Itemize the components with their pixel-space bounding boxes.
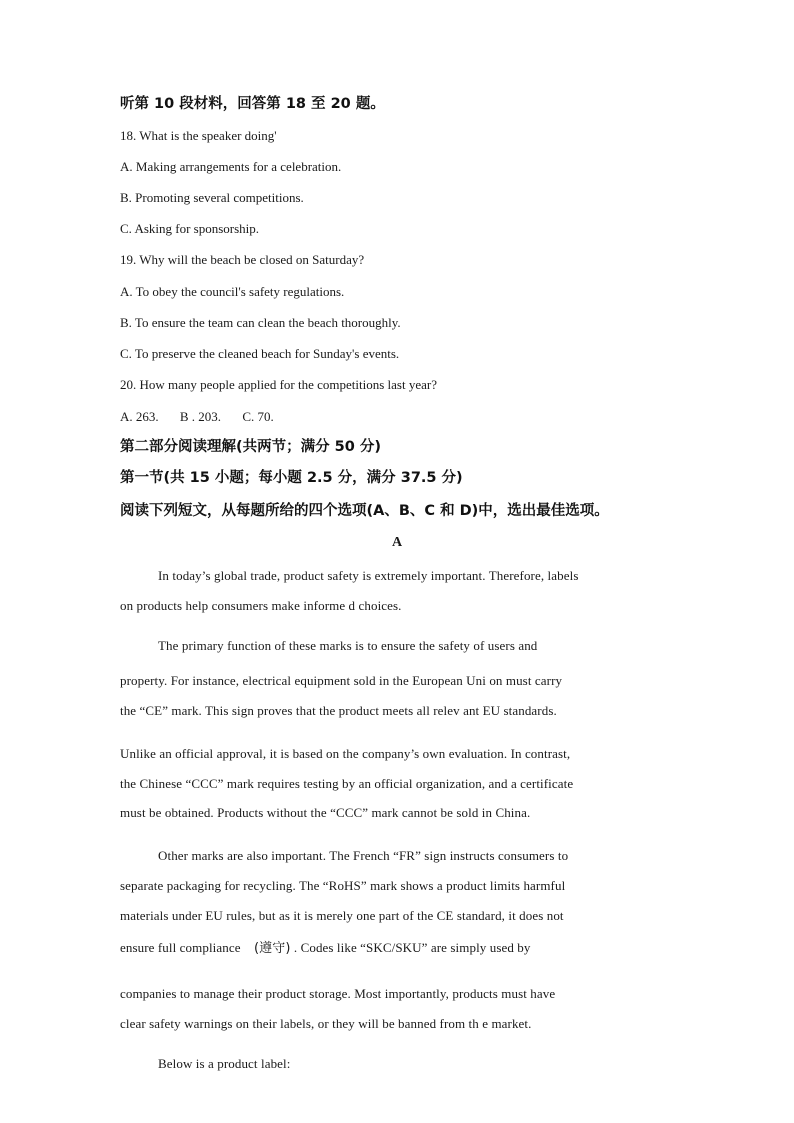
passage-line: Below is a product label: [158, 1056, 291, 1071]
question-20-option-a: A. 263. [120, 409, 159, 424]
question-18-option-c: C. Asking for sponsorship. [120, 221, 260, 236]
chinese-gloss: (遵守) [253, 941, 291, 956]
question-18-option-b: B. Promoting several competitions. [120, 190, 304, 205]
passage-line: companies to manage their product storage. Most importantly, products must have [120, 986, 556, 1001]
question-18-stem: 18. What is the speaker doing' [120, 128, 277, 143]
listening-instruction: 听第 10 段材料，回答第 18 至 20 题。 [120, 96, 385, 112]
passage-line: on products help consumers make informe d choices. [120, 598, 402, 613]
question-20-option-b: B . 203. [179, 409, 222, 424]
passage-line: In today’s global trade, product safety is extremely important. Therefore, labels [158, 568, 579, 583]
passage-line: clear safety warnings on their labels, or they will be banned from th e market. [120, 1016, 532, 1031]
question-19-stem: 19. Why will the beach be closed on Saturday? [120, 252, 365, 267]
passage-line: must be obtained. Products without the “CCC” mark cannot be sold in China. [120, 805, 531, 820]
question-19-option-a: A. To obey the council's safety regulations. [120, 284, 345, 299]
question-20-options [120, 409, 292, 425]
question-18-option-a: A. Making arrangements for a celebration. [120, 159, 342, 174]
passage-line: the “CE” mark. This sign proves that the product meets all relev ant EU standards. [120, 703, 557, 718]
reading-instruction: 阅读下列短文，从每题所给的四个选项(A、B、C 和 D)中，选出最佳选项。 [120, 503, 609, 519]
passage-text: . Codes like “SKC/SKU” are simply used by [293, 940, 531, 955]
passage-line: The primary function of these marks is to ensure the safety of users and [158, 638, 538, 653]
passage-line: materials under EU rules, but as it is merely one part of the CE standard, it does not [120, 908, 564, 923]
reading-section-title: 第一节(共 15 小题；每小题 2.5 分，满分 37.5 分) [120, 470, 463, 486]
passage-line: separate packaging for recycling. The “RoHS” mark shows a product limits harmful [120, 878, 566, 893]
question-20-option-c: C. 70. [242, 409, 274, 424]
passage-text: ensure full compliance [120, 940, 241, 955]
passage-line: Unlike an official approval, it is based on the company’s own evaluation. In contrast, [120, 746, 571, 761]
passage-line: the Chinese “CCC” mark requires testing by an official organization, and a certificate [120, 776, 574, 791]
question-19-option-b: B. To ensure the team can clean the beach thoroughly. [120, 315, 401, 330]
reading-part-title: 第二部分阅读理解(共两节；满分 50 分) [120, 439, 382, 455]
passage-line-with-gloss [120, 940, 531, 957]
passage-line: property. For instance, electrical equipment sold in the European Uni on must carry [120, 673, 563, 688]
question-20-stem: 20. How many people applied for the competitions last year? [120, 377, 437, 392]
passage-line: Other marks are also important. The French “FR” sign instructs consumers to [158, 848, 569, 863]
question-19-option-c: C. To preserve the cleaned beach for Sunday's events. [120, 346, 400, 361]
passage-label: A [391, 535, 403, 550]
